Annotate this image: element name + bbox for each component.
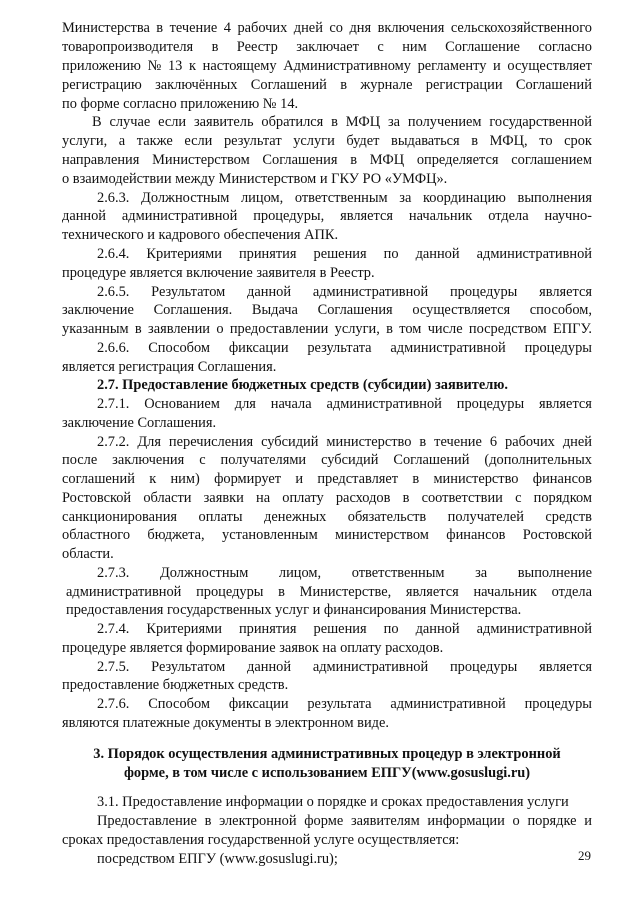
text-line — [97, 695, 592, 713]
word: приложению — [62, 58, 141, 74]
word: обязательств — [347, 509, 427, 525]
word: административной — [476, 246, 592, 262]
word: регистрации — [425, 77, 503, 93]
word: если — [184, 133, 213, 149]
word: соглашений — [62, 471, 135, 487]
word: к — [149, 471, 157, 487]
text-line — [62, 526, 592, 544]
word: в — [331, 114, 338, 130]
word: Результатом — [151, 284, 226, 300]
text-line — [97, 658, 592, 676]
word: технического и кадрового обеспечения АПК. — [62, 227, 339, 243]
word: 6 — [489, 434, 498, 450]
word: числе — [427, 321, 463, 337]
word: и — [295, 471, 304, 487]
word: заключённых — [155, 77, 238, 93]
word: фиксации — [228, 340, 289, 356]
word: и — [493, 58, 501, 74]
word: 2.7. Предоставление бюджетных средств (субсидии) заявителю. — [97, 377, 508, 393]
word: дней — [562, 434, 592, 450]
word: данной — [247, 659, 292, 675]
word: являются платежные документы в электронном виде. — [62, 715, 389, 731]
word: перечисления — [168, 434, 254, 450]
word: по форме согласно приложению № 14. — [62, 96, 299, 112]
word: административной — [326, 396, 442, 412]
word: к — [189, 58, 197, 74]
word: научно- — [544, 208, 592, 224]
text-line — [62, 320, 592, 338]
word: о взаимодействии между Министерством и ГКУ РО «УМФЦ». — [62, 171, 448, 187]
word: оплату — [282, 490, 324, 506]
word: 2.6.3. — [97, 190, 130, 206]
word: Соглашения. — [153, 302, 233, 318]
word: услуги, — [334, 321, 380, 337]
word: ним — [402, 39, 427, 55]
word: административной — [121, 208, 238, 224]
word: является — [539, 284, 592, 300]
word: Результатом — [151, 659, 226, 675]
text-line — [66, 583, 592, 601]
word: информации — [427, 813, 505, 829]
word: Соглашений — [393, 452, 470, 468]
word: отдела — [488, 208, 529, 224]
word: Министерства — [62, 20, 150, 36]
word: 2.7.4. — [97, 621, 130, 637]
word: Критериями — [146, 621, 222, 637]
word: административной — [66, 584, 182, 600]
word: процедуры — [449, 284, 518, 300]
word: Министерстве, — [299, 584, 392, 600]
word: процедуре является формирование заявок на оплату расходов. — [62, 640, 444, 656]
text-line — [97, 189, 592, 207]
word: 2.6.4. — [97, 246, 130, 262]
word: координацию — [422, 190, 506, 206]
word: процедуры — [449, 659, 518, 675]
text-line — [62, 676, 592, 694]
text-line — [97, 283, 592, 301]
word: Соглашений — [515, 77, 592, 93]
word: и — [584, 813, 592, 829]
word: течение — [169, 20, 218, 36]
word: данной — [415, 246, 460, 262]
word: срок — [564, 133, 592, 149]
word: области. — [62, 546, 114, 562]
word: в — [419, 434, 427, 450]
word: предоставлении — [229, 321, 329, 337]
word: в — [402, 490, 410, 506]
text-line — [62, 451, 592, 469]
word: порядком — [533, 490, 592, 506]
word: рабочих — [237, 20, 288, 36]
text-line — [62, 545, 592, 563]
word: процедуры, — [253, 208, 325, 224]
word: результата — [307, 696, 372, 712]
word: журнале — [360, 77, 413, 93]
word: административной — [390, 340, 506, 356]
word: регистрацию — [62, 77, 142, 93]
word: а — [118, 133, 126, 149]
word: рабочих — [505, 434, 555, 450]
word: форме, в том числе с использованием ЕПГУ(www.gosuslugi.ru) — [123, 765, 531, 781]
word: Соглашение — [445, 39, 520, 55]
word: министерство — [433, 471, 519, 487]
text-line — [62, 207, 592, 225]
word: соглашением — [511, 152, 592, 168]
word: заключение Соглашения. — [62, 415, 217, 431]
word: за — [475, 565, 488, 581]
word: согласно — [538, 39, 592, 55]
word: получателей — [447, 509, 524, 525]
word: Способом — [148, 340, 210, 356]
word: 2.6.5. — [97, 284, 130, 300]
word: заявки — [203, 490, 244, 506]
word: в — [386, 321, 393, 337]
word: Для — [137, 434, 161, 450]
word: 2.6.6. — [97, 340, 130, 356]
text-line — [97, 433, 592, 451]
word: за — [388, 114, 401, 130]
word: течение — [434, 434, 482, 450]
word: процедуре является включение заявителя в Реестр. — [62, 265, 375, 281]
text-line — [97, 620, 592, 638]
text-line — [97, 395, 592, 413]
word: будет — [346, 133, 380, 149]
word: указанным — [62, 321, 129, 337]
word: Выдача — [251, 302, 298, 318]
word: областного — [62, 527, 131, 543]
word: в — [278, 584, 285, 600]
word: ответственным — [294, 190, 388, 206]
word: форме — [304, 813, 344, 829]
word: заявлении — [148, 321, 210, 337]
word: также — [136, 133, 173, 149]
text-line — [62, 639, 592, 657]
word: дней — [293, 20, 323, 36]
word: предоставление бюджетных средств. — [62, 677, 289, 693]
word: если — [158, 114, 187, 130]
word: является — [340, 208, 393, 224]
word: данной — [415, 621, 460, 637]
word: лицом, — [241, 190, 284, 206]
word: в — [412, 471, 420, 487]
word: 2.7.2. — [97, 434, 130, 450]
word: заключает — [296, 39, 359, 55]
text-line — [97, 850, 592, 868]
word: в — [156, 20, 164, 36]
word: Соглашения — [317, 302, 393, 318]
word: то — [539, 133, 553, 149]
word: представляет — [317, 471, 399, 487]
word: является — [405, 584, 459, 600]
word: Административному — [283, 58, 411, 74]
word: Способом — [148, 696, 210, 712]
word: осуществляется — [412, 302, 511, 318]
word: заключения — [112, 452, 185, 468]
word: получателями — [220, 452, 307, 468]
word: электронной — [219, 813, 297, 829]
word: министерством — [335, 527, 429, 543]
word: процедуры — [456, 396, 525, 412]
word: заявителям — [350, 813, 420, 829]
word: административной — [312, 284, 429, 300]
word: выполнения — [517, 190, 592, 206]
word: является регистрация Соглашения. — [62, 359, 277, 375]
word: административной — [390, 696, 506, 712]
word: для — [234, 396, 256, 412]
word: данной — [62, 208, 107, 224]
word: со — [329, 20, 343, 36]
word: осуществляет — [507, 58, 592, 74]
text-line — [62, 714, 592, 732]
word: сроках предоставления государственной услуге осуществляется: — [62, 832, 460, 848]
text-line — [62, 508, 592, 526]
word: бюджета, — [147, 527, 205, 543]
word: 13 — [167, 58, 183, 74]
word: определяется — [416, 152, 499, 168]
page-number: 29 — [578, 848, 591, 863]
word: данной — [247, 284, 292, 300]
word: посредством ЕПГУ (www.gosuslugi.ru); — [97, 851, 338, 867]
word: заключение — [62, 302, 134, 318]
word: о — [512, 813, 520, 829]
text-line — [62, 226, 592, 244]
word: решения — [313, 621, 367, 637]
text-line — [62, 358, 592, 376]
word: является — [539, 396, 592, 412]
word: Ростовской — [522, 527, 592, 543]
word: в — [340, 77, 348, 93]
word: соответствии — [421, 490, 503, 506]
word: результат — [223, 133, 282, 149]
word: Соглашения — [262, 152, 338, 168]
word: 2.7.5. — [97, 659, 130, 675]
word: по — [383, 246, 399, 262]
word: обратился — [261, 114, 324, 130]
word: финансов — [446, 527, 506, 543]
word: в — [471, 133, 479, 149]
word: Должностным — [141, 190, 230, 206]
word: процедуры — [196, 584, 264, 600]
word: № — [147, 58, 162, 74]
text-line — [62, 76, 592, 94]
word: сельскохозяйственного — [450, 20, 592, 36]
word: в — [204, 813, 212, 829]
text-line — [97, 339, 592, 357]
word: регламенту — [417, 58, 487, 74]
word: начальник — [408, 208, 473, 224]
word: услуги, — [62, 133, 108, 149]
text-line — [62, 745, 592, 763]
word: отдела — [551, 584, 592, 600]
word: формирует — [214, 471, 282, 487]
word: Критериями — [146, 246, 222, 262]
word: предоставления государственных услуг и финансирования Министерства. — [66, 602, 522, 618]
word: услуги — [293, 133, 335, 149]
text-line — [62, 470, 592, 488]
text-line — [97, 812, 592, 830]
word: установленным — [222, 527, 318, 543]
word: МФЦ, — [489, 133, 528, 149]
word: Основанием — [144, 396, 220, 412]
word: 2.7.3. — [97, 565, 130, 581]
word: 2.7.1. — [97, 396, 130, 412]
text-line — [62, 57, 592, 75]
word: лицом, — [278, 565, 322, 581]
word: начала — [270, 396, 312, 412]
word: финансов — [532, 471, 592, 487]
word: 3. Порядок осуществления административных процедур в электронной — [93, 746, 561, 762]
word: с — [199, 452, 206, 468]
word: выполнение — [517, 565, 592, 581]
word: оплаты — [198, 509, 243, 525]
word: 2.7.6. — [97, 696, 130, 712]
word: административной — [476, 621, 592, 637]
word: области — [143, 490, 192, 506]
text-line — [62, 264, 592, 282]
text-line — [66, 601, 592, 619]
word: дня — [349, 20, 372, 36]
word: о — [216, 321, 224, 337]
word: решения — [313, 246, 367, 262]
word: фиксации — [228, 696, 289, 712]
text-line — [97, 245, 592, 263]
word: 4 — [223, 20, 231, 36]
text-line — [92, 113, 592, 131]
word: субсидий — [261, 434, 319, 450]
word: порядке — [527, 813, 577, 829]
word: Предоставление — [97, 813, 197, 829]
word: министерство — [326, 434, 412, 450]
word: после — [62, 452, 98, 468]
word: в — [350, 152, 357, 168]
word: расходов — [335, 490, 391, 506]
text-line — [62, 38, 592, 56]
word: товаропроизводителя — [62, 39, 194, 55]
text-line — [62, 132, 592, 150]
word: санкционирования — [62, 509, 178, 525]
word: средств — [545, 509, 592, 525]
word: выдаваться — [391, 133, 460, 149]
word: за — [399, 190, 412, 206]
word: начальник — [473, 584, 537, 600]
text-line — [62, 19, 592, 37]
text-line — [97, 793, 592, 811]
word: МФЦ — [369, 152, 405, 168]
word: посредством — [468, 321, 547, 337]
text-line — [62, 764, 592, 782]
word: административной — [312, 659, 429, 675]
word: получением — [407, 114, 482, 130]
word: принятия — [238, 621, 297, 637]
word: с — [377, 39, 384, 55]
word: ЕПГУ. — [552, 321, 592, 337]
word: в — [134, 321, 142, 337]
word: В — [92, 114, 102, 130]
word: по — [383, 621, 399, 637]
word: ответственным — [351, 565, 445, 581]
word: Должностным — [159, 565, 249, 581]
word: настоящему — [202, 58, 277, 74]
text-line — [62, 95, 592, 113]
word: процедуры — [524, 340, 592, 356]
word: (дополнительных — [484, 452, 592, 468]
word: в — [211, 39, 219, 55]
text-line — [97, 376, 592, 394]
text-line — [62, 151, 592, 169]
word: ним) — [170, 471, 200, 487]
word: включения — [377, 20, 445, 36]
word: случае — [109, 114, 151, 130]
word: результата — [307, 340, 372, 356]
word: процедуры — [524, 696, 592, 712]
text-line — [97, 564, 592, 582]
text-line — [62, 170, 592, 188]
word: субсидий — [321, 452, 379, 468]
word: направления — [62, 152, 140, 168]
word: Соглашений — [250, 77, 327, 93]
word: Министерством — [152, 152, 250, 168]
word: с — [515, 490, 522, 506]
word: государственной — [489, 114, 592, 130]
text-line — [62, 414, 592, 432]
word: способом, — [529, 302, 592, 318]
text-line — [62, 489, 592, 507]
word: 3.1. Предоставление информации о порядке и сроках предоставления услуги — [97, 794, 569, 810]
word: на — [256, 490, 271, 506]
word: Ростовской — [62, 490, 132, 506]
word: заявитель — [193, 114, 254, 130]
word: МФЦ — [345, 114, 381, 130]
text-line — [62, 831, 592, 849]
word: том — [399, 321, 422, 337]
text-line — [62, 301, 592, 319]
word: является — [539, 659, 592, 675]
word: Реестр — [236, 39, 278, 55]
word: принятия — [238, 246, 297, 262]
word: денежных — [264, 509, 327, 525]
